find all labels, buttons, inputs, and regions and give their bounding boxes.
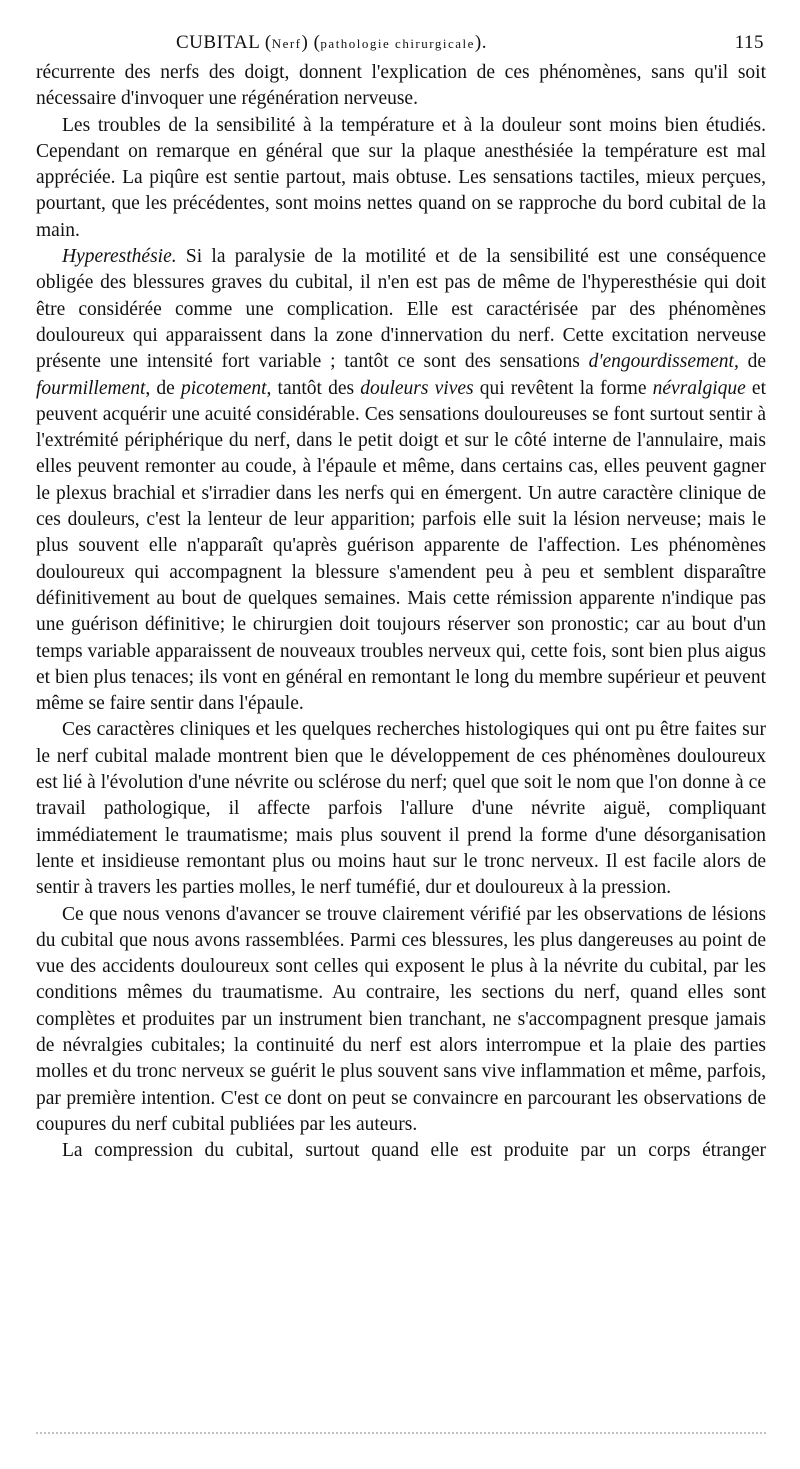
paragraph-5: Ce que nous venons d'avancer se trouve clairement vérifié par les observations de lésions du cubital que nous avons rassemblées. Parmi ces blessures, les plus dangereuses au point de vue des accidents douloureux sont celles qui exposent le plus à la névrite du cubital, par les conditions mêmes du traumatisme. Au contraire, les sections du nerf, quand elles sont complètes et produites par un instrument bien tranchant, ne s'accompagnent presque jamais de névralgies cubitales; la continuité du nerf est alors interrompue et la plaie des parties molles et du tronc nerveux se guérit le plus souvent sans vive inflammation et même, parfois, par première intention. C'est ce dont on peut se convaincre en parcourant les observations de coupures du nerf cubital publiées par les auteurs.	[36, 903, 766, 1135]
scan-artifact-line	[36, 1432, 766, 1438]
title-pathologie: pathologie chirurgicale	[320, 36, 475, 51]
title-mid: ) (	[301, 32, 321, 53]
term-douleurs-vives: douleurs vives	[360, 377, 474, 399]
term-nevralgique: névralgique	[652, 377, 746, 399]
paragraph-3	[36, 244, 766, 717]
title-nerf: Nerf	[271, 36, 302, 51]
title-end: ).	[474, 32, 487, 53]
running-header	[36, 22, 766, 60]
term-picotement: picotement	[180, 377, 267, 399]
title-main: CUBITAL (	[176, 32, 272, 53]
p3-text-2: , de	[733, 351, 767, 373]
term-engourdissement: d'engourdissement	[588, 351, 734, 373]
paragraph-4: Ces caractères cliniques et les quelques recherches histologiques qui ont pu être faites sur le nerf cubital malade montrent bien que le développement de ces phénomènes douloureux est lié à l'évolution d'une névrite ou sclérose du nerf; quel que soit le nom que l'on donne à ce travail pathologique, il affecte parfois l'allure d'une névrite aiguë, compliquant immédiatement le traumatisme; mais plus souvent il prend la forme d'une désorganisation lente et insidieuse remontant plus ou moins haut sur le tronc nerveux. Il est facile alors de sentir à travers les parties molles, le nerf tuméfié, dur et douloureux à la pression.	[36, 719, 766, 899]
page	[36, 22, 766, 1164]
section-heading-hyperesthesie: Hyperesthésie.	[62, 246, 177, 268]
term-fourmillement: fourmillement	[36, 377, 146, 399]
p3-text-1: Si la paralysie de la motilité et de la sensibilité est une conséquence obligée des blessures graves du cubital, il n'en est pas de même de l'hyperesthésie qui doit être considérée comme une complication. Elle est caractérisée par des phénomènes douloureux qui apparaissent dans la zone d'innervation du nerf. Cette excitation nerveuse présente une intensité fort variable ; tantôt ce sont des sensations	[36, 246, 766, 373]
p3-text-6: et peuvent acquérir une acuité considérable. Ces sensations douloureuses se font surtout sentir à l'extrémité périphérique du nerf, dans le petit doigt et sur le côté interne de l'annulaire, mais elles peuvent remonter au coude, à l'épaule et même, dans certains cas, elles peuvent gagner le plexus brachial et s'irradier dans les nerfs qui en émergent. Un autre caractère clinique de ces douleurs, c'est la lenteur de leur apparition; parfois elle suit la lésion nerveuse; mais le plus souvent elle n'apparaît qu'après guérison apparente de l'affection. Les phénomènes douloureux qui accompagnent la blessure s'amendent peu à peu et semblent disparaître définitivement au bout de quelques semaines. Mais cette rémission apparente n'indique pas une guérison définitive; le chirurgien doit toujours réserver son pronostic; car au bout d'un temps variable apparaissent de nouveaux troubles nerveux qui, cette fois, sont bien plus aigus et bien plus tenaces; ils vont en général en remontant le long du membre supérieur et peuvent même se faire sentir dans l'épaule.	[36, 377, 767, 715]
page-number: 115	[734, 32, 764, 53]
p3-text-4: , tantôt des	[266, 377, 361, 399]
paragraph-1: récurrente des nerfs des doigt, donnent l'explication de ces phénomènes, sans qu'il soit nécessaire d'invoquer une régénération nerveuse.	[36, 62, 766, 110]
paragraph-2: Les troubles de la sensibilité à la température et à la douleur sont moins bien étudiés. Cependant on remarque en général que sur la plaque anesthésiée la température est mal appréciée. La piqûre est sentie partout, mais obtuse. Les sensations tactiles, mieux perçues, pourtant, que les précédentes, sont moins nettes quand on se rapproche du bord cubital de la main.	[36, 114, 766, 241]
paragraph-6: La compression du cubital, surtout quand elle est produite par un corps étranger	[62, 1140, 766, 1162]
running-title	[176, 32, 487, 54]
p3-text-3: , de	[145, 377, 181, 399]
p3-text-5: qui revêtent la forme	[473, 377, 653, 399]
